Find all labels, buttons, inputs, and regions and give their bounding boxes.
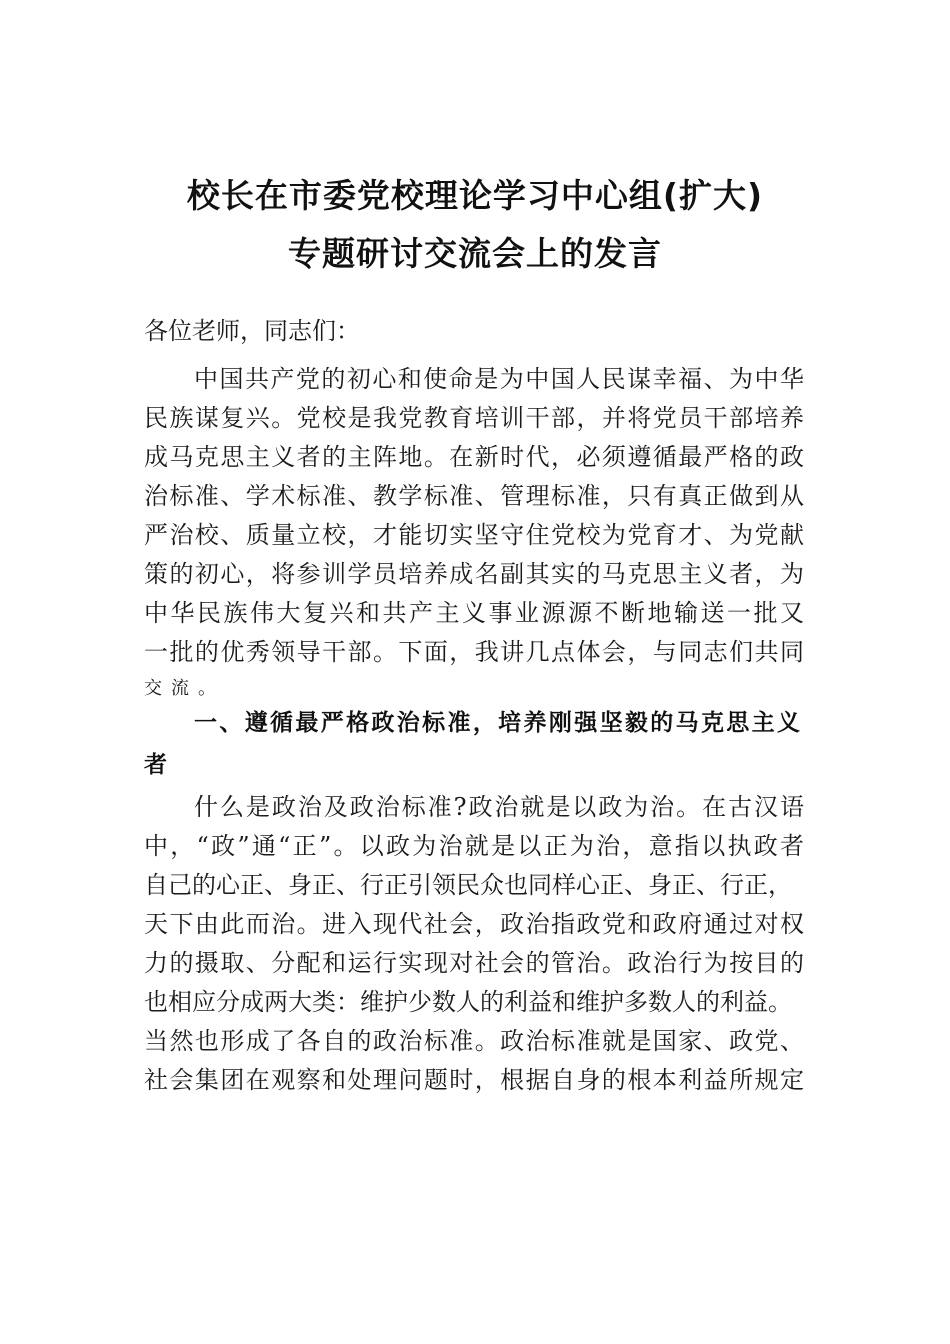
paragraph-1-line: 民族谋复兴。党校是我党教育培训干部，并将党员干部培养 (144, 404, 804, 432)
section-heading-1-continued: 者 (144, 752, 167, 778)
salutation: 各位老师，同志们： (144, 317, 360, 345)
paragraph-2-line: 中，“政”通“正”。以政为治就是以正为治，意指以执政者 (144, 832, 804, 860)
paragraph-2-line: 什么是政治及政治标准?政治就是以政为治。在古汉语 (194, 793, 804, 821)
paragraph-2-line: 自己的心正、身正、行正引领民众也同样心正、身正、行正， (144, 871, 792, 899)
paragraph-1-line: 中华民族伟大复兴和共产主义事业源源不断地输送一批又 (144, 599, 804, 627)
paragraph-1-last-line: 交流。 (144, 678, 225, 699)
paragraph-1-line: 一批的优秀领导干部。下面，我讲几点体会，与同志们共同 (144, 638, 804, 666)
section-heading-1: 一、遵循最严格政治标准，培养刚强坚毅的马克思主义 (194, 710, 800, 736)
paragraph-2-line: 力的摄取、分配和运行实现对社会的管治。政治行为按目的 (144, 949, 804, 977)
paragraph-2-line: 天下由此而治。进入现代社会，政治指政党和政府通过对权 (144, 910, 804, 938)
paragraph-1-line: 严治校、质量立校，才能切实坚守住党校为党育才、为党献 (144, 521, 804, 549)
paragraph-1-line: 成马克思主义者的主阵地。在新时代，必须遵循最严格的政 (144, 443, 804, 471)
paragraph-1-line: 中国共产党的初心和使命是为中国人民谋幸福、为中华 (194, 365, 804, 393)
paragraph-2-line: 也相应分成两大类：维护少数人的利益和维护多数人的利益。 (144, 988, 792, 1016)
paragraph-1-line: 策的初心，将参训学员培养成名副其实的马克思主义者，为 (144, 560, 804, 588)
document-title-line-2: 专题研讨交流会上的发言 (288, 234, 662, 273)
paragraph-2-line: 社会集团在观察和处理问题时，根据自身的根本利益所规定 (144, 1066, 804, 1094)
document-title-line-1: 校长在市委党校理论学习中心组(扩大) (186, 176, 764, 215)
paragraph-2-line: 当然也形成了各自的政治标准。政治标准就是国家、政党、 (144, 1027, 804, 1055)
paragraph-1-line: 治标准、学术标准、教学标准、管理标准，只有真正做到从 (144, 482, 804, 510)
